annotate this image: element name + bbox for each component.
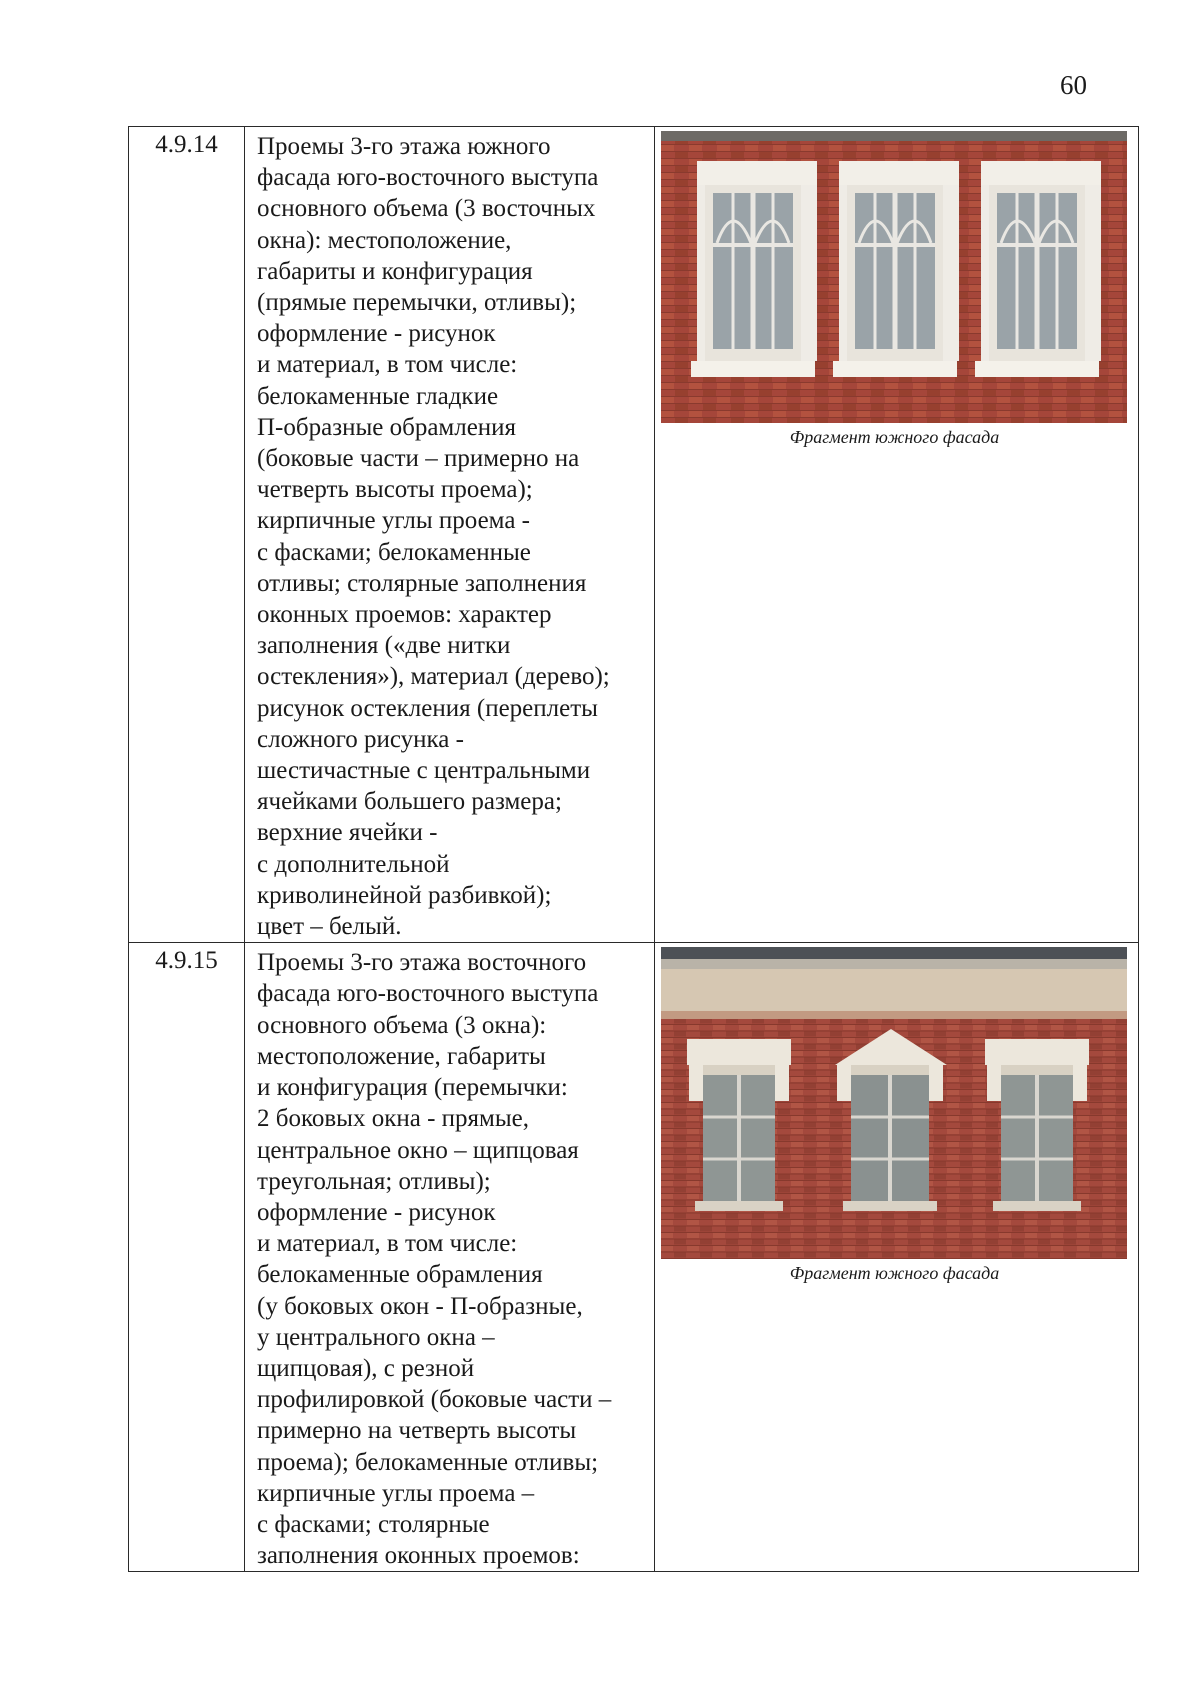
description-cell xyxy=(245,943,655,1572)
south-facade-photo xyxy=(661,131,1127,423)
table-row xyxy=(129,127,1139,943)
page-number: 60 xyxy=(1060,70,1087,100)
east-facade-photo xyxy=(661,947,1127,1259)
photo-cell xyxy=(655,943,1139,1572)
photo-caption: Фрагмент южного фасада xyxy=(789,1263,1000,1284)
heritage-elements-table xyxy=(128,126,1139,1572)
description-cell xyxy=(245,127,655,943)
item-description: Проемы 3-го этажа восточного фасада юго-восточного выступа основного объема (3 окна): местоположение, габариты и конфигурация (перемычки: 2 боковых окна - прямые, центральное окно – щипцовая треугольная; отливы); оформление - рисунок и материал, в том числе: белокаменные обрамления (у боковых окон - П-образные, у центрального окна – щипцовая), с резной профилировкой (боковые части – примерно на четверть высоты проема); белокаменные отливы; кирпичные углы проема – с фасками; столярные заполнения оконных проемов: xyxy=(257,949,612,1570)
item-number: 4.9.14 xyxy=(155,131,218,158)
item-description: Проемы 3-го этажа южного фасада юго-восточного выступа основного объема (3 восточных окна): местоположение, габариты и конфигурация (прямые перемычки, отливы); оформление - рисунок и материал, в том числе: белокаменные гладкие П-образные обрамления (боковые части – примерно на четверть высоты проема); кирпичные углы проема - с фасками; белокаменные отливы; столярные заполнения оконных проемов: характер заполнения («две нитки остекления»), материал (дерево); рисунок остекления (переплеты сложного рисунка - шестичастные с центральными ячейками большего размера; верхние ячейки - с дополнительной криволинейной разбивкой); цвет – белый. xyxy=(257,133,610,941)
item-number: 4.9.15 xyxy=(155,947,218,975)
table-row xyxy=(129,943,1139,1572)
item-number-cell xyxy=(129,127,245,943)
item-number-cell xyxy=(129,943,245,1572)
photo-cell xyxy=(655,127,1139,943)
photo-caption: Фрагмент южного фасада xyxy=(789,427,1000,447)
